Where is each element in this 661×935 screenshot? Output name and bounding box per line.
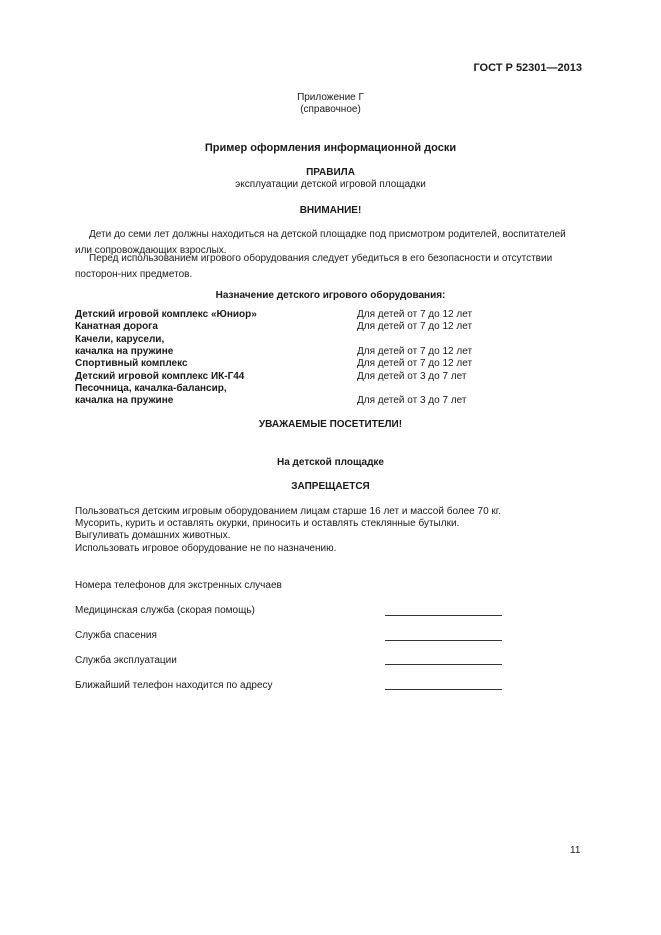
phone-service-label: Служба спасения — [75, 630, 157, 641]
phones-title: Номера телефонов для экстренных случаев — [75, 580, 282, 591]
equipment-name: Песочница, качалка-балансир, — [75, 383, 227, 394]
equipment-name: Спортивный комплекс — [75, 358, 188, 369]
equipment-name: Канатная дорога — [75, 321, 158, 332]
forbidden-item: Мусорить, курить и оставлять окурки, приносить и оставлять стеклянные бутылки. — [75, 518, 460, 529]
equipment-name: Качели, карусели, — [75, 334, 165, 345]
phone-blank-line — [385, 640, 502, 641]
appendix-title: Приложение Г — [297, 92, 364, 103]
rules-subtitle: эксплуатации детской игровой площадки — [235, 179, 426, 190]
paragraph-1-text: Дети до семи лет должны находиться на детской площадке под присмотром родителей, воспитателей или сопровождающих взрослых. — [75, 229, 566, 256]
forbidden-item: Выгуливать домашних животных. — [75, 530, 231, 541]
equipment-name: качалка на пружине — [75, 346, 174, 357]
document-standard-number: ГОСТ Р 52301—2013 — [473, 62, 582, 74]
forbidden-item: Пользоваться детским игровым оборудованием лицам старше 16 лет и массой более 70 кг. — [75, 506, 502, 517]
appendix-note: (справочное) — [300, 104, 361, 115]
paragraph-2-text: Перед использованием игрового оборудования следует убедиться в его безопасности и отсутствии посторон-них предметов. — [75, 253, 553, 280]
phone-blank-line — [385, 664, 502, 665]
attention-heading: ВНИМАНИЕ! — [299, 205, 362, 216]
forbidden-item: Использовать игровое оборудование не по назначению. — [75, 543, 337, 554]
phone-service-label: Медицинская служба (скорая помощь) — [75, 605, 255, 616]
equipment-age: Для детей от 7 до 12 лет — [357, 309, 473, 320]
equipment-name: качалка на пружине — [75, 395, 174, 406]
equipment-name: Детский игровой комплекс «Юниор» — [75, 309, 257, 320]
equipment-age: Для детей от 7 до 12 лет — [357, 358, 473, 369]
paragraph-2 — [75, 251, 585, 283]
equipment-age: Для детей от 7 до 12 лет — [357, 346, 473, 357]
phone-service-label: Ближайший телефон находится по адресу — [75, 680, 273, 691]
rules-title: ПРАВИЛА — [306, 167, 355, 178]
page-heading: Пример оформления информационной доски — [204, 142, 457, 154]
equipment-age: Для детей от 3 до 7 лет — [357, 371, 467, 382]
page-number: 11 — [570, 845, 581, 856]
forbidden-heading: ЗАПРЕЩАЕТСЯ — [291, 481, 370, 492]
equipment-age: Для детей от 3 до 7 лет — [357, 395, 467, 406]
phone-service-label: Служба эксплуатации — [75, 655, 177, 666]
phone-blank-line — [385, 689, 502, 690]
equipment-name: Детский игровой комплекс ИК-Г44 — [75, 371, 245, 382]
phone-blank-line — [385, 615, 502, 616]
equipment-age: Для детей от 7 до 12 лет — [357, 321, 473, 332]
playground-subheading: На детской площадке — [277, 457, 384, 468]
equipment-title: Назначение детского игрового оборудования: — [215, 290, 446, 301]
visitors-heading: УВАЖАЕМЫЕ ПОСЕТИТЕЛИ! — [258, 419, 403, 430]
